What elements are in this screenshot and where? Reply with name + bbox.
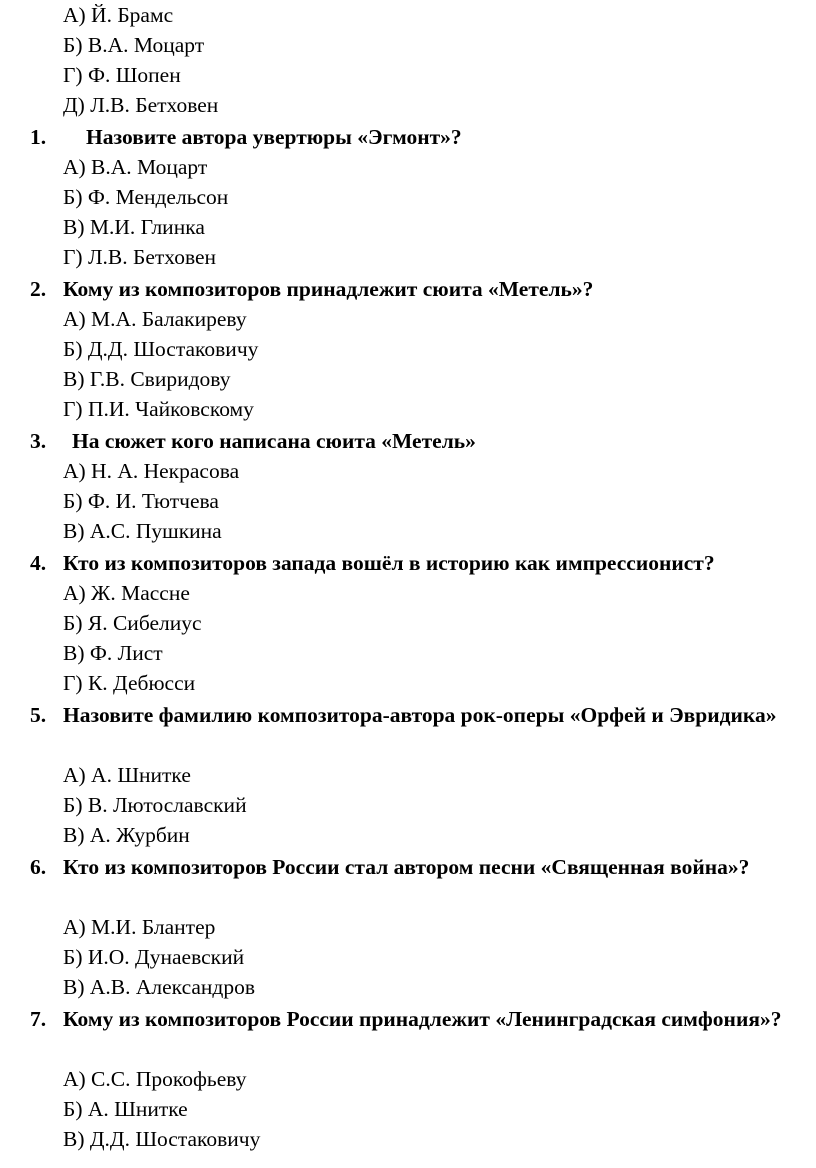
answer-option: А) Н. А. Некрасова: [63, 459, 240, 483]
answer-option: Б) И.О. Дунаевский: [63, 945, 245, 969]
answer-option: А) В.А. Моцарт: [63, 155, 208, 179]
answer-option: В) Ф. Лист: [63, 641, 163, 665]
answer-option: В) А.В. Александров: [63, 975, 256, 999]
answer-option: А) Ж. Массне: [63, 581, 190, 605]
question-text: Назовите автора увертюры «Эгмонт»?: [86, 125, 462, 149]
question-text: Кто из композиторов запада вошёл в историю как импрессионист?: [63, 551, 715, 575]
question-number: 1.: [30, 125, 47, 149]
answer-option: Б) В. Лютославский: [63, 793, 247, 817]
question-text: Кому из композиторов России принадлежит «Ленинградская симфония»?: [63, 1007, 782, 1031]
intro-option: А) Й. Брамс: [63, 3, 174, 27]
question-text: Кто из композиторов России стал автором песни «Священная война»?: [63, 855, 750, 879]
answer-option: Г) К. Дебюсси: [63, 671, 196, 695]
question-text: Назовите фамилию композитора-автора рок-оперы «Орфей и Эвридика»: [63, 703, 777, 727]
answer-option: В) Д.Д. Шостаковичу: [63, 1127, 261, 1151]
answer-option: В) А.С. Пушкина: [63, 519, 222, 543]
intro-option: Б) В.А. Моцарт: [63, 33, 205, 57]
answer-option: Б) Ф. И. Тютчева: [63, 489, 219, 513]
question-number: 3.: [30, 429, 47, 453]
intro-option: Д) Л.В. Бетховен: [63, 93, 219, 117]
question-text: На сюжет кого написана сюита «Метель»: [72, 429, 476, 453]
intro-option: Г) Ф. Шопен: [63, 63, 181, 87]
question-number: 7.: [30, 1007, 47, 1031]
answer-option: Б) Д.Д. Шостаковичу: [63, 337, 259, 361]
question-number: 6.: [30, 855, 47, 879]
answer-option: В) М.И. Глинка: [63, 215, 205, 239]
answer-option: В) Г.В. Свиридову: [63, 367, 231, 391]
answer-option: А) С.С. Прокофьеву: [63, 1067, 247, 1091]
question-number: 4.: [30, 551, 47, 575]
question-text: Кому из композиторов принадлежит сюита «Метель»?: [63, 277, 594, 301]
question-number: 5.: [30, 703, 47, 727]
answer-option: Б) Ф. Мендельсон: [63, 185, 229, 209]
question-number: 2.: [30, 277, 47, 301]
answer-option: А) М.А. Балакиреву: [63, 307, 247, 331]
answer-option: Б) А. Шнитке: [63, 1097, 188, 1121]
answer-option: В) А. Журбин: [63, 823, 190, 847]
answer-option: Г) П.И. Чайковскому: [63, 397, 254, 421]
answer-option: А) А. Шнитке: [63, 763, 191, 787]
answer-option: Б) Я. Сибелиус: [63, 611, 202, 635]
answer-option: А) М.И. Блантер: [63, 915, 216, 939]
answer-option: Г) Л.В. Бетховен: [63, 245, 217, 269]
